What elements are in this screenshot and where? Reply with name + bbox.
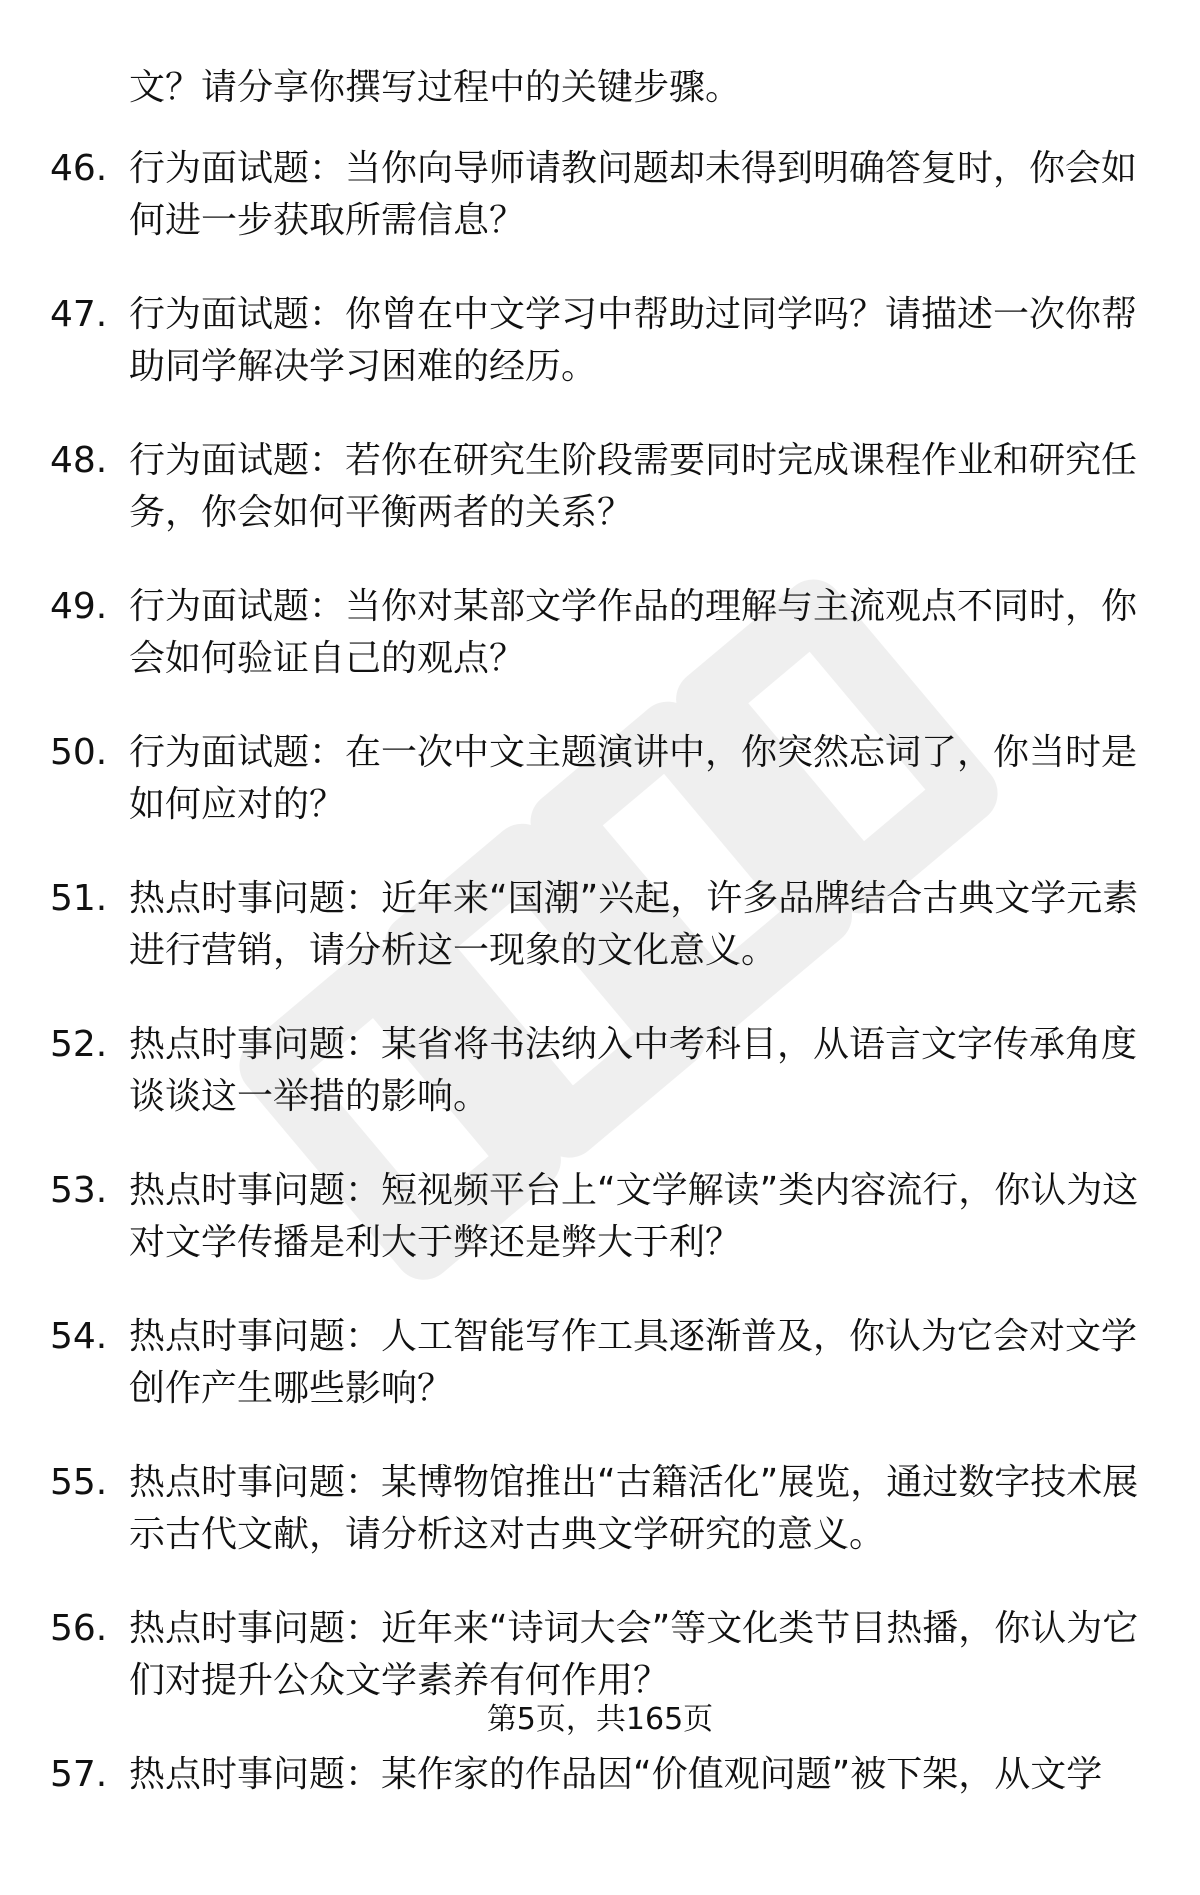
question-text: 行为面试题：你曾在中文学习中帮助过同学吗？请描述一次你帮助同学解决学习困难的经历。: [129, 294, 1138, 387]
question-number: 47.: [50, 294, 108, 335]
question-text: 热点时事问题：某省将书法纳入中考科目，从语言文字传承角度谈谈这一举措的影响。: [129, 1024, 1138, 1117]
question-number: 52.: [50, 1024, 108, 1065]
question-number: 46.: [50, 148, 108, 189]
question-number: 54.: [50, 1316, 108, 1357]
question-text: 热点时事问题：近年来“国潮”兴起，许多品牌结合古典文学元素进行营销，请分析这一现象的文化意义。: [129, 878, 1139, 971]
question-text: 行为面试题：当你向导师请教问题却未得到明确答复时，你会如何进一步获取所需信息？: [129, 148, 1138, 241]
question-item: [0, 143, 1200, 289]
question-item: [0, 1311, 1200, 1457]
question-item: [0, 1457, 1200, 1603]
continued-question-text: 文？请分享你撰写过程中的关键步骤。: [129, 67, 742, 108]
question-text: 热点时事问题：某作家的作品因“价值观问题”被下架，从文学: [129, 1754, 1103, 1795]
question-number: 55.: [50, 1462, 108, 1503]
question-text: 热点时事问题：某博物馆推出“古籍活化”展览，通过数字技术展示古代文献，请分析这对古典文学研究的意义。: [129, 1462, 1139, 1555]
question-number: 50.: [50, 732, 108, 773]
question-item: [0, 289, 1200, 435]
question-number: 51.: [50, 878, 108, 919]
question-number: 57.: [50, 1754, 108, 1795]
question-number: 49.: [50, 586, 108, 627]
question-text: 行为面试题：若你在研究生阶段需要同时完成课程作业和研究任务，你会如何平衡两者的关系？: [129, 440, 1138, 533]
question-item: [0, 1749, 1200, 1895]
question-text: 热点时事问题：人工智能写作工具逐渐普及，你认为它会对文学创作产生哪些影响？: [129, 1316, 1138, 1409]
question-item: [0, 727, 1200, 873]
question-item: [0, 581, 1200, 727]
question-number: 48.: [50, 440, 108, 481]
question-number: 56.: [50, 1608, 108, 1649]
question-number: 53.: [50, 1170, 108, 1211]
question-text: 热点时事问题：短视频平台上“文学解读”类内容流行，你认为这对文学传播是利大于弊还是弊大于利？: [129, 1170, 1139, 1263]
question-text: 热点时事问题：近年来“诗词大会”等文化类节目热播，你认为它们对提升公众文学素养有何作用？: [129, 1608, 1139, 1701]
page-footer: 第5页，共165页: [486, 1702, 714, 1737]
question-text: 行为面试题：在一次中文主题演讲中，你突然忘词了，你当时是如何应对的？: [129, 732, 1138, 825]
question-item: [0, 435, 1200, 581]
question-list: [0, 143, 1200, 1895]
question-item: [0, 1165, 1200, 1311]
question-item: [0, 873, 1200, 1019]
question-item: [0, 1019, 1200, 1165]
question-text: 行为面试题：当你对某部文学作品的理解与主流观点不同时，你会如何验证自己的观点？: [129, 586, 1138, 679]
